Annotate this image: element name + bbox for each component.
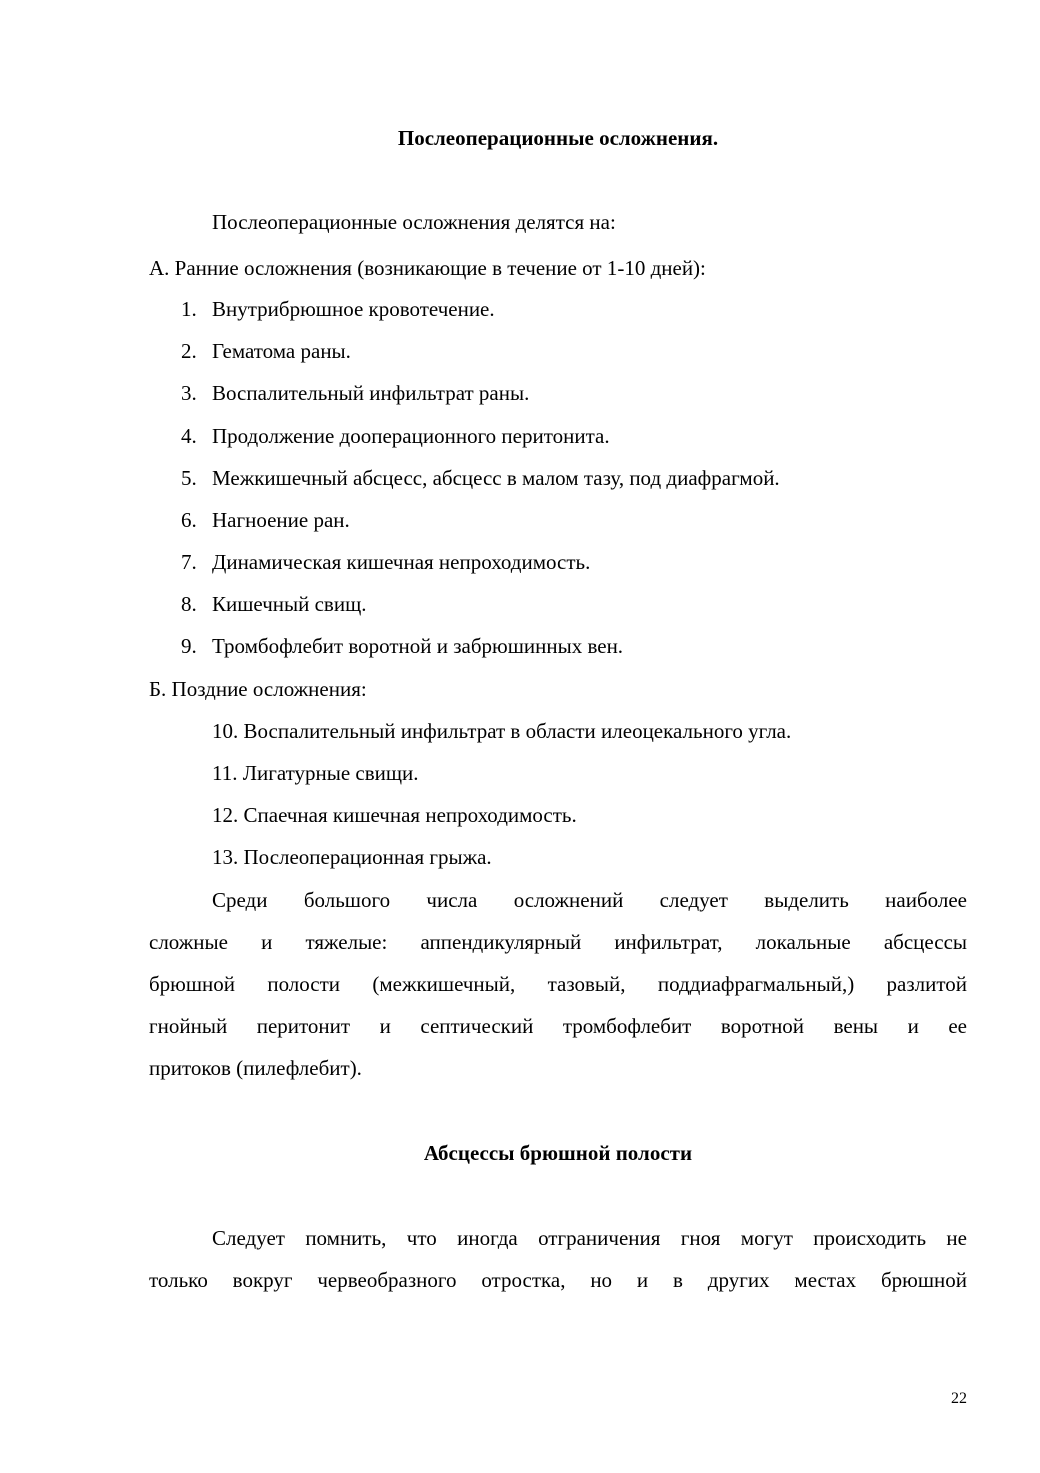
list-item-number: 8. <box>181 592 197 616</box>
list-item-text: Продолжение дооперационного перитонита. <box>212 424 610 448</box>
list-item-number: 2. <box>181 339 197 363</box>
paragraph-line <box>149 1266 967 1294</box>
paragraph-line <box>149 1012 967 1040</box>
list-item-text: Внутрибрюшное кровотечение. <box>212 297 495 321</box>
paragraph-line-text: брюшной полости (межкишечный, тазовый, поддиафрагмальный,) разлитой <box>149 972 967 996</box>
paragraph-line-text: Среди большого числа осложнений следует выделить наиболее <box>212 888 967 912</box>
list-item-number: 5. <box>181 466 197 490</box>
list-item: 12. Спаечная кишечная непроходимость. <box>212 803 577 827</box>
list-item: 11. Лигатурные свищи. <box>212 761 419 785</box>
section-title-postoperative-complications: Послеоперационные осложнения. <box>397 126 719 150</box>
list-item: 13. Послеоперационная грыжа. <box>212 845 492 869</box>
list-item-text: Межкишечный абсцесс, абсцесс в малом тазу, под диафрагмой. <box>212 466 780 490</box>
list-item-text: Кишечный свищ. <box>212 592 367 616</box>
list-item-number: 9. <box>181 634 197 658</box>
list-item-text: Динамическая кишечная непроходимость. <box>212 550 591 574</box>
page-number: 22 <box>951 1390 967 1407</box>
list-item-number: 3. <box>181 381 197 405</box>
section-title-abdominal-abscesses: Абсцессы брюшной полости <box>423 1141 693 1165</box>
paragraph-line <box>149 970 967 998</box>
list-item-number: 1. <box>181 297 197 321</box>
paragraph-line <box>149 928 967 956</box>
list-item-text: Воспалительный инфильтрат раны. <box>212 381 530 405</box>
paragraph-line-text: Следует помнить, что иногда отграничения гноя могут происходить не <box>212 1226 967 1250</box>
section-b-heading: Б. Поздние осложнения: <box>149 677 367 701</box>
list-item-number: 4. <box>181 424 197 448</box>
paragraph-line-last: притоков (пилефлебит). <box>149 1056 362 1080</box>
list-item-number: 7. <box>181 550 197 574</box>
list-item-text: Тромбофлебит воротной и забрюшинных вен. <box>212 634 624 658</box>
paragraph-line-text: только вокруг червеобразного отростка, но и в других местах брюшной <box>149 1268 967 1292</box>
list-item-text: Нагноение ран. <box>212 508 350 532</box>
list-item-number: 6. <box>181 508 197 532</box>
paragraph-line-text: гнойный перитонит и септический тромбофлебит воротной вены и ее <box>149 1014 967 1038</box>
list-item-text: Гематома раны. <box>212 339 351 363</box>
paragraph-line <box>212 886 967 914</box>
paragraph-line-text: сложные и тяжелые: аппендикулярный инфильтрат, локальные абсцессы <box>149 930 967 954</box>
section-a-heading: А. Ранние осложнения (возникающие в течение от 1-10 дней): <box>149 256 706 280</box>
intro-text: Послеоперационные осложнения делятся на: <box>212 210 616 234</box>
paragraph-line <box>212 1224 967 1252</box>
list-item: 10. Воспалительный инфильтрат в области илеоцекального угла. <box>212 719 792 743</box>
